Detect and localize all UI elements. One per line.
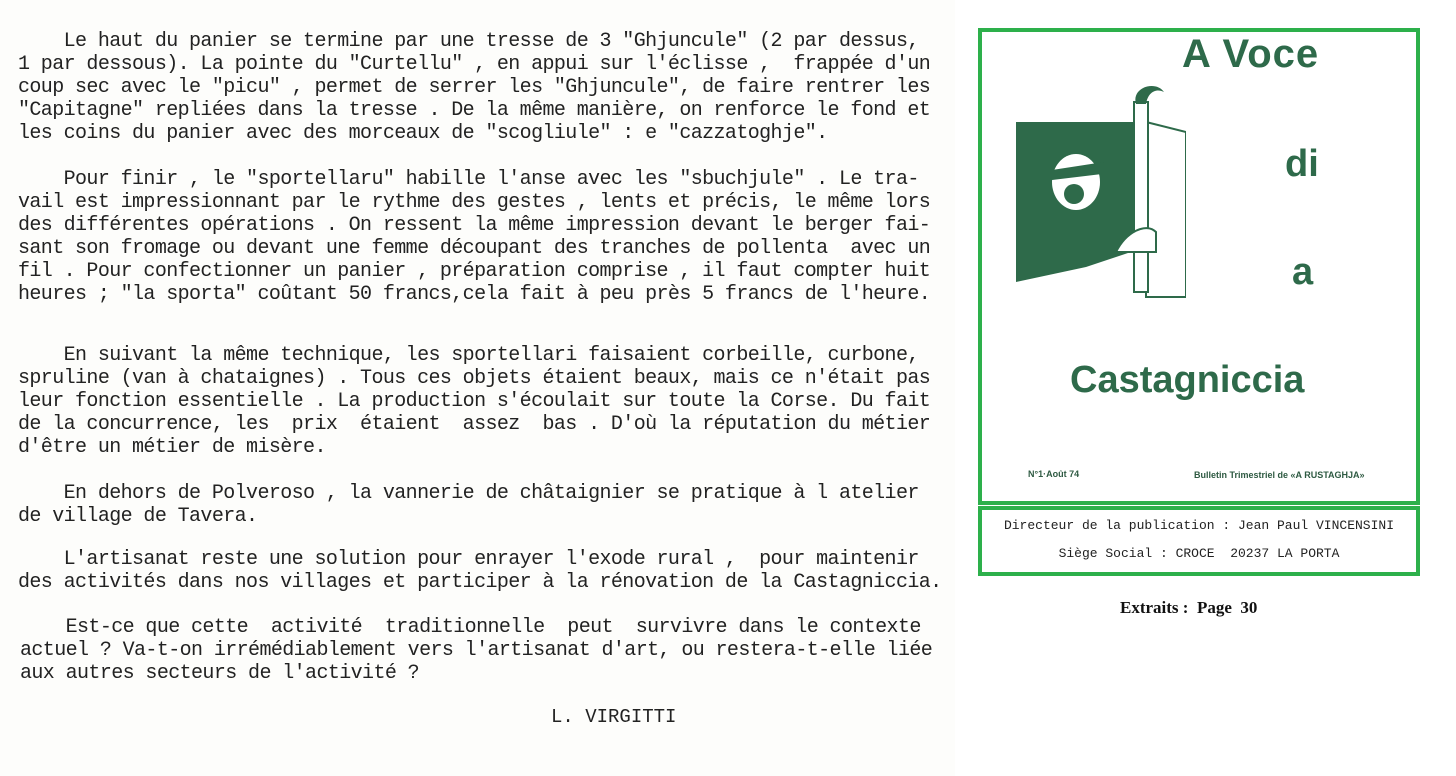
text-line: leur fonction essentielle . La production s'écoulait sur toute la Corse. Du fait [18, 390, 931, 413]
text-line: spruline (van à chataignes) . Tous ces objets étaient beaux, mais ce n'était pas [18, 367, 931, 390]
text-line: de village de Tavera. [18, 505, 258, 528]
author-signature: L. VIRGITTI [551, 706, 677, 728]
text-line: 1 par dessous). La pointe du "Curtellu" , en appui sur l'éclisse , frappée d'un [18, 53, 931, 76]
paragraph-3 [18, 344, 930, 459]
text-line: "Capitagne" repliées dans la tresse . De la même manière, on renforce le fond et [18, 99, 931, 122]
title-castagniccia: Castagniccia [1070, 359, 1305, 401]
title-a-voce: A Voce [1182, 32, 1320, 76]
registered-office: Siège Social : CROCE 20237 LA PORTA [1058, 546, 1340, 561]
text-line: Pour finir , le "sportellaru" habille l'anse avec les "sbuchjule" . Le tra- [18, 168, 919, 191]
text-line: Le haut du panier se termine par une tresse de 3 "Ghjuncule" (2 par dessus, [18, 30, 919, 53]
publication-info-box [978, 506, 1420, 576]
paragraph-4 [18, 482, 919, 528]
text-line: actuel ? Va-t-on irrémédiablement vers l'artisanat d'art, ou restera-t-elle liée [20, 639, 933, 662]
bulletin-subtitle: Bulletin Trimestriel de «A RUSTAGHJA» [1194, 470, 1365, 480]
text-line: d'être un métier de misère. [18, 436, 326, 459]
text-line: Est-ce que cette activité traditionnelle peut survivre dans le contexte [20, 616, 921, 639]
text-line: sant son fromage ou devant une femme découpant des tranches de pollenta avec un [18, 237, 931, 260]
paragraph-2 [18, 168, 930, 306]
moor-head-flag-illustration [1016, 82, 1186, 302]
paragraph-6 [20, 616, 932, 685]
text-line: coup sec avec le "picu" , permet de serrer les "Ghjuncule", de faire rentrer les [18, 76, 931, 99]
title-di: di [1285, 143, 1319, 185]
text-line: de la concurrence, les prix étaient assez bas . D'où la réputation du métier [18, 413, 931, 436]
text-line: des activités dans nos villages et participer à la rénovation de la Castagniccia. [18, 571, 942, 594]
text-line: En suivant la même technique, les sportellari faisaient corbeille, curbone, [18, 344, 919, 367]
bulletin-cover [978, 28, 1420, 505]
paragraph-5 [18, 548, 942, 594]
text-line: des différentes opérations . On ressent la même impression devant le berger fai- [18, 214, 931, 237]
text-line: En dehors de Polveroso , la vannerie de châtaignier se pratique à l atelier [18, 482, 919, 505]
issue-number: N°1·Août 74 [1028, 469, 1080, 479]
text-line: les coins du panier avec des morceaux de "scogliule" : e "cazzatoghje". [18, 122, 828, 145]
text-line: aux autres secteurs de l'activité ? [20, 662, 420, 685]
text-line: fil . Pour confectionner un panier , préparation comprise , il faut compter huit [18, 260, 931, 283]
text-line: L'artisanat reste une solution pour enrayer l'exode rural , pour maintenir [18, 548, 919, 571]
paragraph-1 [18, 30, 930, 145]
text-line: vail est impressionnant par le rythme des gestes , lents et précis, le même lors [18, 191, 931, 214]
extract-caption: Extraits : Page 30 [1120, 598, 1258, 617]
publication-director: Directeur de la publication : Jean Paul VINCENSINI [1003, 518, 1395, 533]
text-line: heures ; "la sporta" coûtant 50 francs,cela fait à peu près 5 francs de l'heure. [18, 283, 931, 306]
title-a: a [1292, 251, 1314, 293]
